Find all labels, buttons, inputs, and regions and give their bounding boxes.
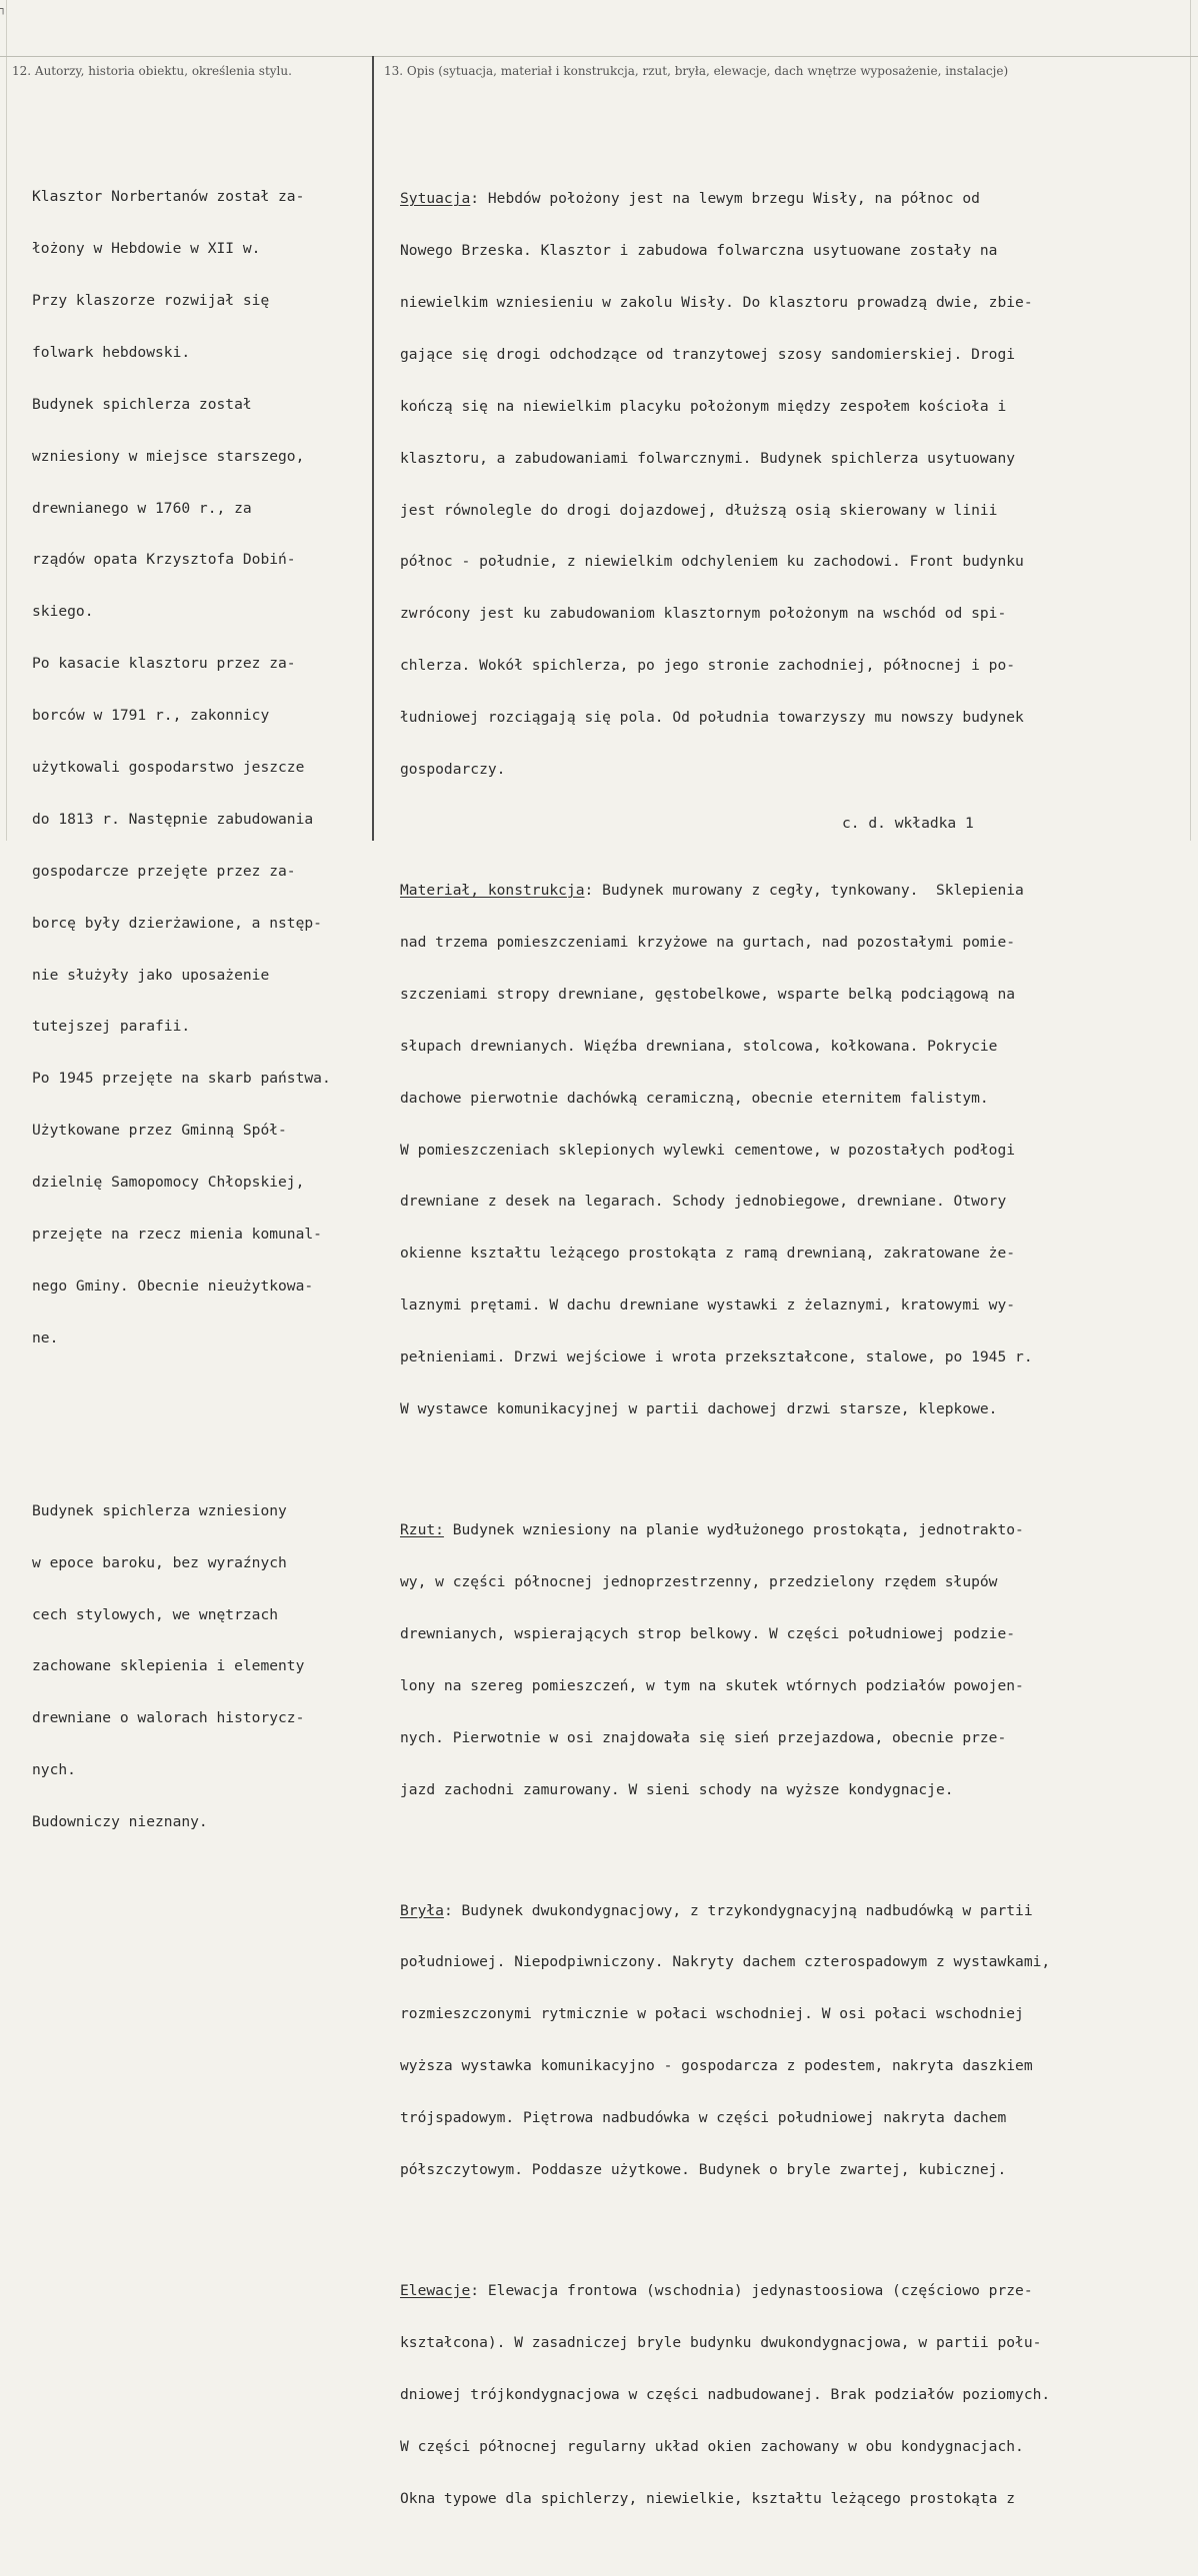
text-line: Przy klaszorze rozwijał się <box>32 291 270 309</box>
section-label: Rzut: <box>400 1521 444 1539</box>
sytuacja-section <box>400 156 1050 813</box>
text-line: Budynek spichlerza wzniesiony <box>32 1501 287 1519</box>
text-line: wyższa wystawka komunikacyjno - gospodarcza z podestem, nakryta daszkiem <box>400 2057 1033 2075</box>
text-line: rządów opata Krzysztofa Dobiń- <box>32 551 296 569</box>
text-line: dzielnię Samopomocy Chłopskiej, <box>32 1174 305 1192</box>
text-line: Budowniczy nieznany. <box>32 1813 208 1831</box>
text-line: nych. <box>32 1761 76 1779</box>
text-line: dachowe pierwotnie dachówką ceramiczną, obecnie eternitem falistym. <box>400 1089 989 1107</box>
text-line: kształcona). W zasadniczej bryle budynku dwukondygnacjowa, w partii połu- <box>400 2334 1042 2351</box>
text-line: W wystawce komunikacyjnej w partii dachowej drzwi starsze, klepkowe. <box>400 1399 998 1417</box>
text-line: Nowego Brzeska. Klasztor i zabudowa folwarczna usytuowane zostały na <box>400 242 998 260</box>
description-column <box>400 121 1050 2576</box>
text-line: borcę były dzierżawione, a nstęp- <box>32 914 322 932</box>
text-line: gospodarcze przejęte przez za- <box>32 862 296 880</box>
text-line: drewniane z desek na legarach. Schody jednobiegowe, drewniane. Otwory <box>400 1193 1007 1211</box>
section-first-line <box>400 2282 1050 2299</box>
text-line: cech stylowych, we wnętrzach <box>32 1605 279 1623</box>
text-line: w epoce baroku, bez wyraźnych <box>32 1553 287 1571</box>
text-line: drewnianego w 1760 r., za <box>32 499 252 517</box>
page-edge-left <box>6 0 7 841</box>
text-line: chlerza. Wokół spichlerza, po jego stronie zachodniej, północnej i po- <box>400 657 1016 675</box>
text-line: gospodarczy. <box>400 760 506 778</box>
text-line: wzniesiony w miejsce starszego, <box>32 447 305 465</box>
paragraph-gap <box>32 1415 331 1432</box>
section-label: Materiał, konstrukcja <box>400 882 585 900</box>
text-line: : Hebdów położony jest na lewym brzegu Wisły, na północ od <box>470 190 980 208</box>
header-rule <box>0 56 1198 57</box>
text-line: szczeniami stropy drewniane, gęstobelkowe, wsparte belką podciągową na <box>400 985 1016 1003</box>
page-edge-right <box>1190 0 1191 841</box>
text-line: niewielkim wzniesieniu w zakolu Wisły. Do klasztoru prowadzą dwie, zbie- <box>400 293 1033 311</box>
text-line: lony na szereg pomieszczeń, w tym na skutek wtórnych podziałów powojen- <box>400 1676 1024 1694</box>
text-line: kończą się na niewielkim placyku położonym między zespołem kościoła i <box>400 397 1007 415</box>
continuation-note: c. d. wkładka 1 <box>842 815 974 832</box>
text-line: : Budynek dwukondygnacjowy, z trzykondygnacyjną nadbudówką w partii <box>443 1901 1033 1919</box>
text-line: nych. Pierwotnie w osi znajdowała się sień przejazdowa, obecnie prze- <box>400 1728 1007 1746</box>
text-line: półszczytowym. Poddasze użytkowe. Budynek o bryle zwartej, kubicznej. <box>400 2161 1007 2179</box>
text-line: jest równolegle do drogi dojazdowej, dłuższą osią skierowany w linii <box>400 501 998 519</box>
section-label: Sytuacja <box>400 190 471 208</box>
text-line: tutejszej parafii. <box>32 1018 191 1036</box>
section-label: Bryła <box>400 1901 444 1919</box>
text-line: folwark hebdowski. <box>32 343 191 361</box>
text-line: W części północnej regularny układ okien zachowany w obu kondygnacjach. <box>400 2437 1024 2455</box>
history-paragraph <box>32 154 331 1381</box>
text-line: drewnianych, wspierających strop belkowy. W części południowej podzie- <box>400 1624 1016 1642</box>
text-line: drewniane o walorach historycz- <box>32 1709 305 1727</box>
text-line: jazd zachodni zamurowany. W sieni schody na wyższe kondygnacje. <box>400 1780 954 1798</box>
text-line: do 1813 r. Następnie zabudowania <box>32 810 314 828</box>
text-line: : Elewacja frontowa (wschodnia) jedynastoosiowa (częściowo prze- <box>470 2282 1033 2300</box>
text-line: użytkowali gospodarstwo jeszcze <box>32 758 305 776</box>
section-first-line <box>400 190 1050 207</box>
text-line: Klasztor Norbertanów został za- <box>32 188 305 206</box>
text-line: ne. <box>32 1328 59 1346</box>
column-divider <box>372 56 374 841</box>
text-line: Budynek wzniesiony na planie wydłużonego prostokąta, jednotrakto- <box>443 1521 1024 1539</box>
text-line: dniowej trójkondygnacjowa w części nadbudowanej. Brak podziałów poziomych. <box>400 2385 1051 2403</box>
text-line: Użytkowane przez Gminną Spół- <box>32 1122 287 1140</box>
text-line: wy, w części północnej jednoprzestrzenny, przedzielony rzędem słupów <box>400 1572 998 1590</box>
text-line: okienne kształtu leżącego prostokąta z ramą drewnianą, zakratowane że- <box>400 1245 1016 1263</box>
edge-mark: ┐ <box>0 4 7 15</box>
section-12-header: 12. Autorzy, historia obiektu, określenia stylu. <box>12 64 292 78</box>
section-first-line <box>400 882 1050 899</box>
text-line: łożony w Hebdowie w XII w. <box>32 240 261 258</box>
text-line: północ - południe, z niewielkim odchyleniem ku zachodowi. Front budynku <box>400 553 1024 571</box>
text-line: W pomieszczeniach sklepionych wylewki cementowe, w pozostałych podłogi <box>400 1141 1016 1159</box>
text-line: pełnieniami. Drzwi wejściowe i wrota przekształcone, stalowe, po 1945 r. <box>400 1348 1033 1366</box>
text-line: trójspadowym. Piętrowa nadbudówka w części południowej nakryta dachem <box>400 2109 1007 2127</box>
text-line: nad trzema pomieszczeniami krzyżowe na gurtach, nad pozostałymi pomie- <box>400 933 1016 951</box>
section-13-header: 13. Opis (sytuacja, materiał i konstrukcja, rzut, bryła, elewacje, dach wnętrze wyposażenie, instalacje) <box>384 64 1009 78</box>
text-line: Budynek spichlerza został <box>32 395 252 413</box>
text-line: nego Gminy. Obecnie nieużytkowa- <box>32 1277 314 1294</box>
text-line: Po 1945 przejęte na skarb państwa. <box>32 1070 331 1088</box>
text-line: borców w 1791 r., zakonnicy <box>32 707 270 725</box>
elewacje-section <box>400 2248 1050 2542</box>
text-line: zachowane sklepienia i elementy <box>32 1657 305 1675</box>
bryla-section <box>400 1867 1050 2213</box>
section-first-line <box>400 1521 1050 1538</box>
section-first-line <box>400 1902 1050 1919</box>
text-line: rozmieszczonymi rytmicznie w połaci wschodniej. W osi połaci wschodniej <box>400 2005 1024 2023</box>
text-line: laznymi prętami. W dachu drewniane wystawki z żelaznymi, kratowymi wy- <box>400 1296 1016 1314</box>
text-line: południowej. Niepodpiwniczony. Nakryty dachem czterospadowym z wystawkami, <box>400 1953 1051 1971</box>
rzut-section <box>400 1486 1050 1832</box>
text-line: klasztoru, a zabudowaniami folwarcznymi. Budynek spichlerza usytuowany <box>400 449 1016 467</box>
history-column <box>32 119 331 1900</box>
text-line: przejęte na rzecz mienia komunal- <box>32 1226 322 1243</box>
text-line: Okna typowe dla spichlerzy, niewielkie, kształtu leżącego prostokąta z <box>400 2489 1016 2507</box>
text-line: nie służyły jako uposażenie <box>32 966 270 984</box>
text-line: Po kasacie klasztoru przez za- <box>32 655 296 673</box>
section-label: Elewacje <box>400 2282 471 2300</box>
text-line: gające się drogi odchodzące od tranzytowej szosy sandomierskiej. Drogi <box>400 345 1016 363</box>
text-line: : Budynek murowany z cegły, tynkowany. Sklepienia <box>584 882 1024 900</box>
style-paragraph <box>32 1467 331 1865</box>
material-section <box>400 847 1050 1451</box>
text-line: łudniowej rozciągają się pola. Od południa towarzyszy mu nowszy budynek <box>400 709 1024 727</box>
text-line: słupach drewnianych. Więźba drewniana, stolcowa, kołkowana. Pokrycie <box>400 1037 998 1055</box>
text-line: skiego. <box>32 603 94 621</box>
text-line: zwrócony jest ku zabudowaniom klasztornym położonym na wschód od spi- <box>400 605 1007 623</box>
